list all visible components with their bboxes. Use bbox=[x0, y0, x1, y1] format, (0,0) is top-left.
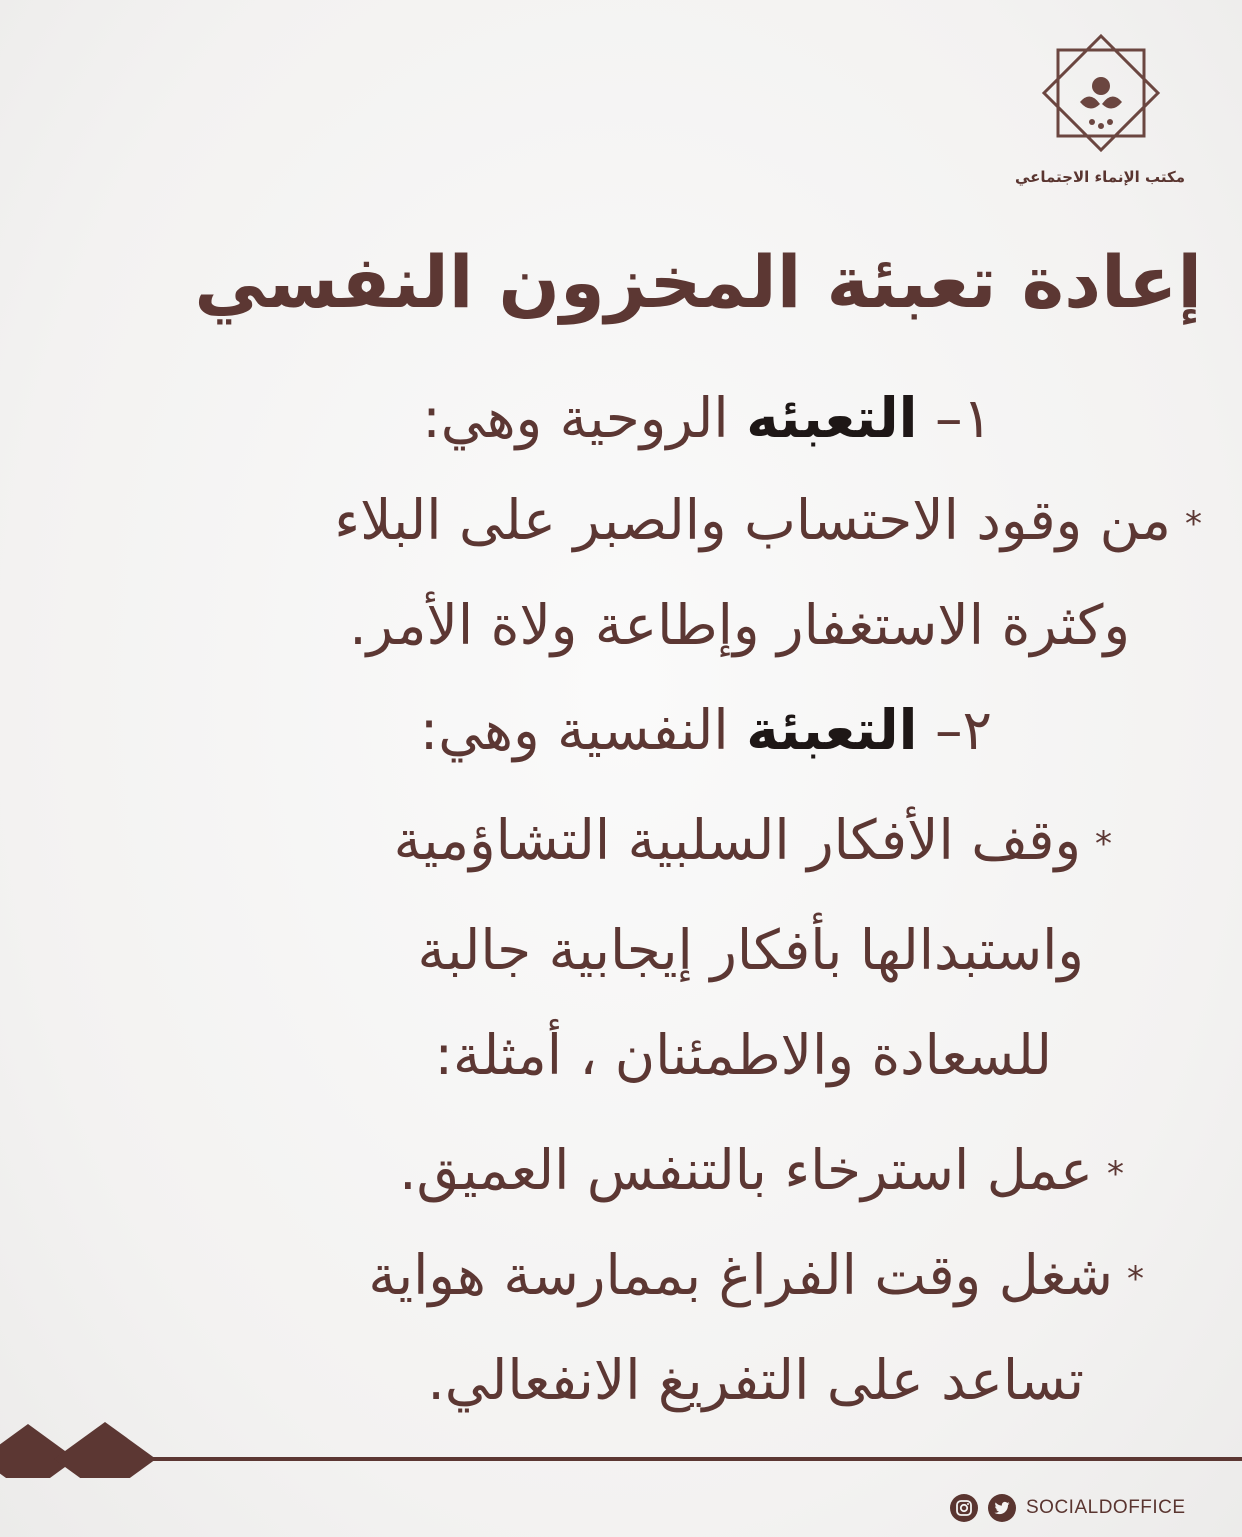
logo-text: مكتب الإنماء الاجتماعي bbox=[1014, 168, 1186, 186]
line-text: عمل استرخاء بالتنفس العميق. bbox=[399, 1138, 1093, 1202]
line-text: من وقود الاحتساب والصبر على البلاء bbox=[334, 488, 1171, 552]
section-number: ١– bbox=[934, 386, 992, 450]
list-item bbox=[394, 800, 1112, 884]
bullet-asterisk: * bbox=[1127, 1258, 1144, 1299]
bullet-asterisk: * bbox=[1095, 823, 1112, 864]
page-title: إعادة تعبئة المخزون النفسي bbox=[194, 240, 1202, 324]
social-handle[interactable]: SOCIALDOFFICE bbox=[1026, 1497, 1186, 1518]
section-1-heading bbox=[422, 378, 992, 458]
section-rest: النفسية وهي: bbox=[419, 698, 729, 762]
twitter-icon[interactable] bbox=[988, 1494, 1016, 1522]
list-item bbox=[334, 480, 1202, 564]
line-text: وقف الأفكار السلبية التشاؤمية bbox=[393, 808, 1081, 872]
bottom-divider-decoration bbox=[0, 1418, 1242, 1478]
logo bbox=[1000, 28, 1200, 186]
diamond-flower-logo-icon bbox=[1036, 28, 1166, 158]
section-number: ٢– bbox=[934, 698, 992, 762]
section-2-heading bbox=[420, 690, 992, 770]
list-item bbox=[368, 1235, 1144, 1319]
list-item bbox=[399, 1130, 1124, 1214]
text-line: تساعد على التفريغ الانفعالي. bbox=[427, 1348, 1084, 1412]
footer bbox=[950, 1488, 1186, 1528]
instagram-icon[interactable] bbox=[950, 1494, 978, 1522]
section-highlight: التعبئة bbox=[746, 698, 918, 762]
section-rest: الروحية وهي: bbox=[422, 386, 729, 450]
text-line: وكثرة الاستغفار وإطاعة ولاة الأمر. bbox=[349, 593, 1130, 657]
section-highlight: التعبئه bbox=[746, 386, 918, 450]
text-line: واستبدالها بأفكار إيجابية جالبة bbox=[417, 918, 1084, 982]
bullet-asterisk: * bbox=[1185, 503, 1202, 544]
bullet-asterisk: * bbox=[1107, 1153, 1124, 1194]
line-text: شغل وقت الفراغ بممارسة هواية bbox=[368, 1243, 1113, 1307]
text-line: للسعادة والاطمئنان ، أمثلة: bbox=[434, 1023, 1052, 1087]
